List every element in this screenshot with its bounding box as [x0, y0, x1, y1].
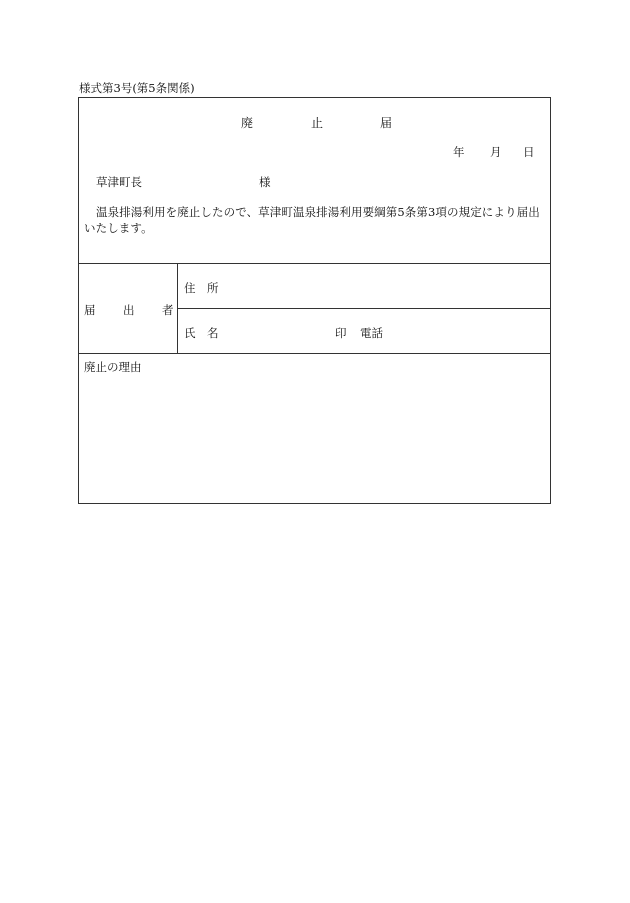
- name-label-2: 名: [207, 326, 219, 340]
- date-year: 年: [453, 145, 465, 159]
- divider-bottom: [78, 353, 551, 354]
- notifier-char-3: 者: [162, 303, 174, 317]
- honorific: 様: [259, 175, 271, 189]
- declaration-text: 温泉排湯利用を廃止したので、草津町温泉排湯利用要綱第5条第3項の規定により届出いたします。: [84, 205, 540, 235]
- title-char-2: 止: [311, 116, 324, 130]
- address-label-2: 所: [207, 281, 219, 295]
- addressee: 草津町長: [96, 175, 142, 189]
- title-char-3: 届: [380, 116, 393, 130]
- divider-middle: [177, 308, 551, 309]
- name-label-1: 氏: [184, 326, 196, 340]
- seal-mark: 印: [335, 326, 347, 340]
- reason-label: 廃止の理由: [84, 360, 142, 374]
- notification-form-frame: [78, 97, 551, 504]
- divider-top: [78, 263, 551, 264]
- title-char-1: 廃: [241, 116, 254, 130]
- divider-vertical: [177, 263, 178, 353]
- date-day: 日: [523, 145, 535, 159]
- form-number: 様式第3号(第5条関係): [79, 81, 195, 95]
- date-month: 月: [490, 145, 502, 159]
- notifier-char-2: 出: [123, 303, 135, 317]
- address-label-1: 住: [184, 281, 196, 295]
- notifier-char-1: 届: [84, 303, 96, 317]
- phone-label: 電話: [360, 326, 383, 340]
